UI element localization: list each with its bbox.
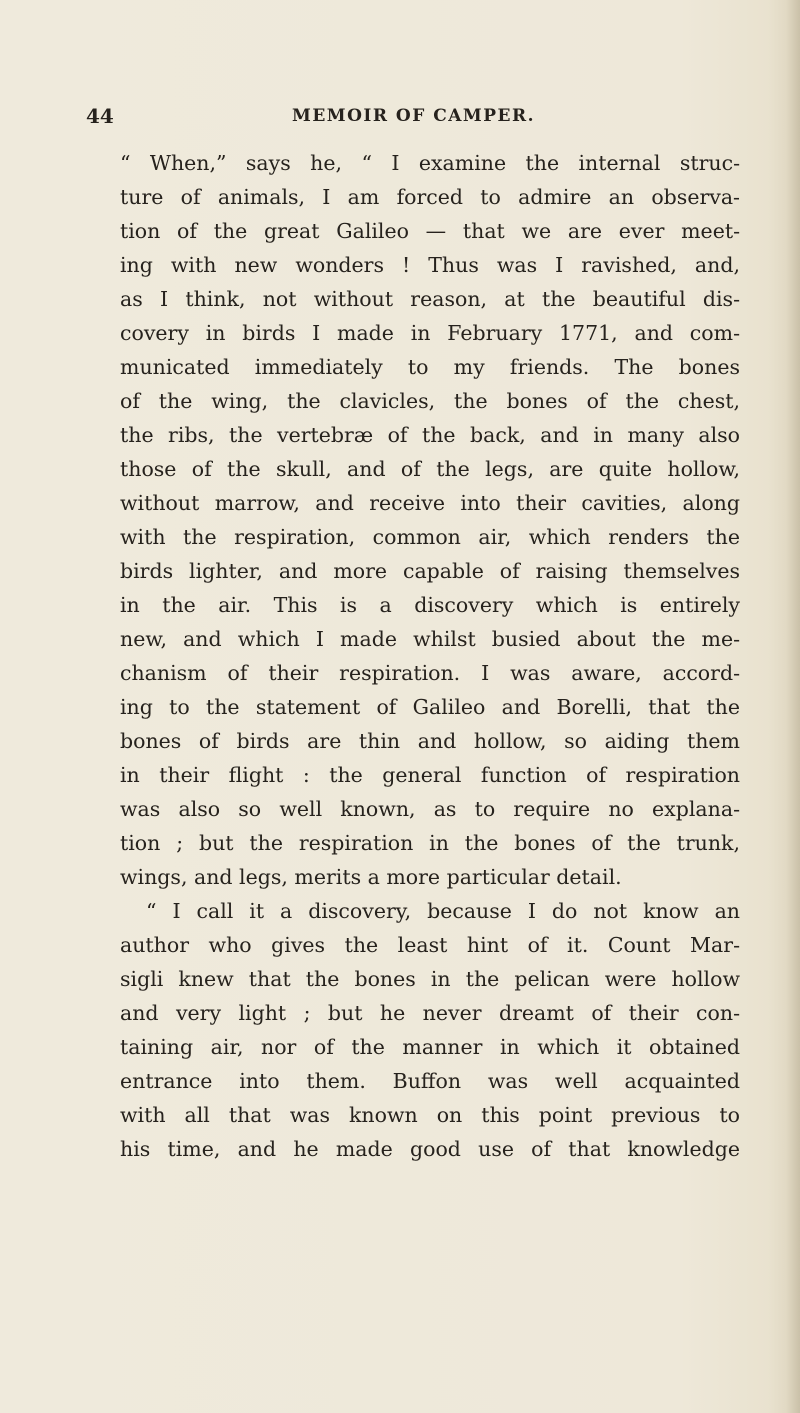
page-number: 44 [86, 104, 114, 128]
text-line: with all that was known on this point previous to [120, 1103, 740, 1127]
page-edge-shadow [786, 0, 800, 1413]
text-line: in the air. This is a discovery which is entirely [120, 593, 740, 617]
text-line: in their flight : the general function of respiration [120, 763, 740, 787]
running-title: MEMOIR OF CAMPER. [292, 106, 536, 126]
text-line: entrance into them. Buffon was well acquainted [120, 1069, 740, 1093]
text-line: covery in birds I made in February 1771, and com- [120, 321, 740, 345]
text-line: his time, and he made good use of that knowledge [120, 1137, 740, 1161]
text-line: “ I call it a discovery, because I do not know an [146, 899, 740, 923]
text-line: chanism of their respiration. I was aware, accord- [120, 661, 740, 685]
paragraph-2 [120, 894, 740, 1166]
text-line: ing to the statement of Galileo and Borelli, that the [120, 695, 740, 719]
text-line: and very light ; but he never dreamt of their con- [120, 1001, 740, 1025]
text-line: birds lighter, and more capable of raising themselves [120, 559, 740, 583]
text-line: “ When,” says he, “ I examine the internal struc- [120, 151, 740, 175]
text-line: taining air, nor of the manner in which it obtained [120, 1035, 740, 1059]
text-line: wings, and legs, merits a more particular detail. [120, 865, 622, 889]
text-line: sigli knew that the bones in the pelican were hollow [120, 967, 740, 991]
text-line: ing with new wonders ! Thus was I ravished, and, [120, 253, 740, 277]
paragraph-1 [120, 146, 740, 894]
text-line: ture of animals, I am forced to admire an observa- [120, 185, 740, 209]
page-header [86, 104, 726, 134]
text-line: bones of birds are thin and hollow, so aiding them [120, 729, 740, 753]
text-line: new, and which I made whilst busied about the me- [120, 627, 740, 651]
text-line: with the respiration, common air, which renders the [120, 525, 740, 549]
text-line: tion ; but the respiration in the bones of the trunk, [120, 831, 740, 855]
body-text [120, 146, 740, 1166]
text-line: municated immediately to my friends. The bones [120, 355, 740, 379]
text-line: of the wing, the clavicles, the bones of the chest, [120, 389, 740, 413]
text-line: author who gives the least hint of it. Count Mar- [120, 933, 740, 957]
text-line: those of the skull, and of the legs, are quite hollow, [120, 457, 740, 481]
text-line: was also so well known, as to require no explana- [120, 797, 740, 821]
text-line: without marrow, and receive into their cavities, along [120, 491, 740, 515]
text-line: the ribs, the vertebræ of the back, and in many also [120, 423, 740, 447]
text-line: tion of the great Galileo — that we are ever meet- [120, 219, 740, 243]
text-line: as I think, not without reason, at the beautiful dis- [120, 287, 740, 311]
